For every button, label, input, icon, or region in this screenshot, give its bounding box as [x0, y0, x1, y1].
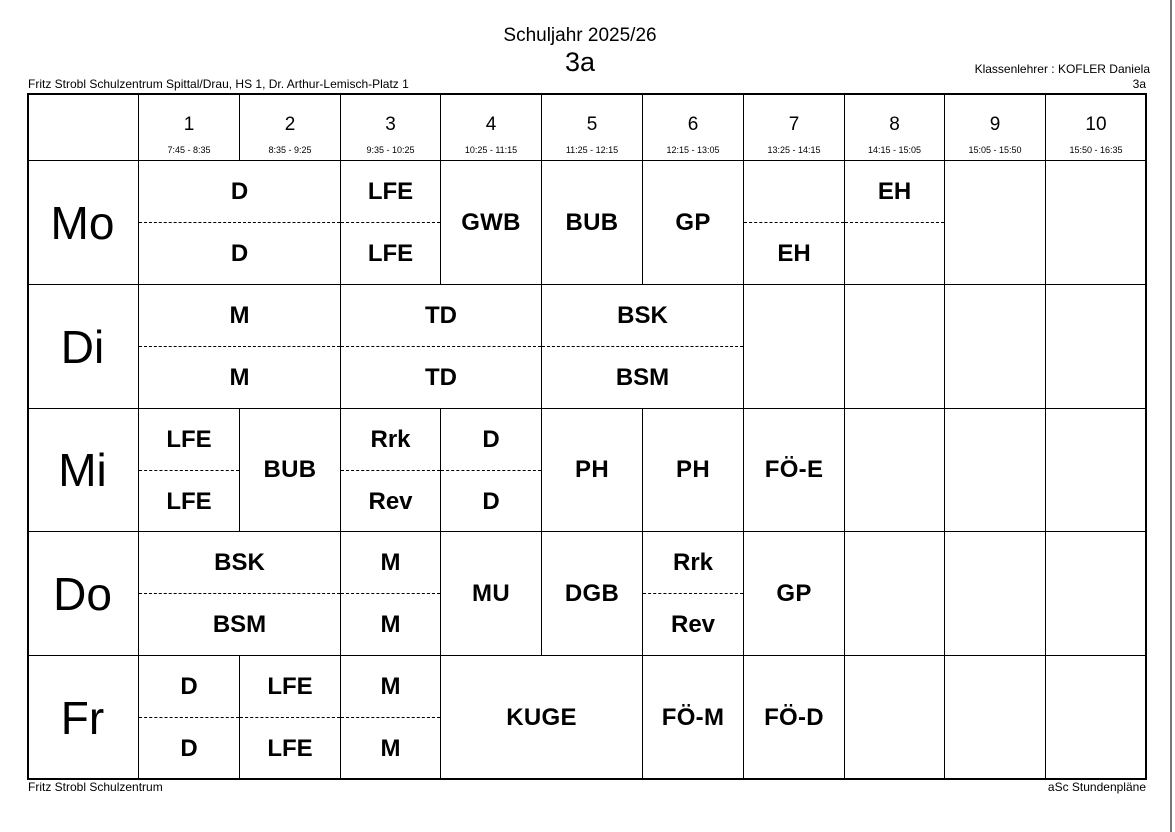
period-header-3	[341, 93, 441, 161]
lesson-cell[interactable]	[240, 656, 341, 780]
empty-slot	[1046, 656, 1147, 780]
lesson-cell[interactable]: DGB	[542, 532, 643, 656]
lesson-group-2[interactable]: Rev	[670, 610, 716, 638]
lesson-group-1[interactable]: M	[139, 285, 340, 347]
lesson-group-2[interactable]: BSM	[212, 610, 267, 638]
lesson-cell[interactable]: PH	[643, 409, 744, 532]
period-number: 10	[1085, 114, 1107, 135]
lesson-cell[interactable]: GP	[643, 161, 744, 285]
lesson-cell[interactable]	[341, 161, 441, 285]
day-label-do: Do	[27, 532, 139, 656]
period-time: 15:50 - 16:35	[1069, 145, 1123, 155]
lesson-group-1[interactable]: Rrk	[643, 532, 743, 594]
empty-slot	[945, 161, 1046, 285]
lesson-group-1[interactable]: LFE	[341, 161, 440, 223]
day-label-di: Di	[27, 285, 139, 409]
lesson-group-2[interactable]: D	[180, 734, 198, 762]
period-time: 7:45 - 8:35	[167, 145, 211, 155]
lesson-group-2[interactable]: M	[380, 734, 401, 762]
lesson-cell[interactable]: GWB	[441, 161, 542, 285]
day-label-mo: Mo	[27, 161, 139, 285]
period-time: 14:15 - 15:05	[867, 145, 922, 155]
lesson-group-2[interactable]: TD	[425, 363, 457, 391]
lesson-group-1[interactable]: D	[139, 656, 239, 718]
empty-slot	[845, 409, 945, 532]
empty-slot	[945, 409, 1046, 532]
period-time: 12:15 - 13:05	[666, 145, 720, 155]
teacher-class-label: 3a	[1132, 77, 1146, 91]
lesson-group-1[interactable]: D	[441, 409, 541, 471]
period-number: 6	[687, 114, 699, 135]
lesson-group-1[interactable]: TD	[341, 285, 541, 347]
period-time: 9:35 - 10:25	[366, 145, 415, 155]
period-time: 10:25 - 11:15	[464, 145, 518, 155]
period-number: 9	[989, 114, 1001, 135]
lesson-cell[interactable]: FÖ-D	[744, 656, 845, 780]
day-label-mi: Mi	[27, 409, 139, 532]
lesson-cell[interactable]: KUGE	[441, 656, 643, 780]
lesson-group-1[interactable]: LFE	[139, 409, 239, 471]
empty-slot	[744, 285, 845, 409]
empty-slot	[845, 656, 945, 780]
lesson-group-1[interactable]: Rrk	[341, 409, 440, 471]
empty-slot	[1046, 285, 1147, 409]
empty-slot	[945, 656, 1046, 780]
lesson-group-2[interactable]	[845, 223, 944, 284]
lesson-group-2[interactable]: M	[380, 610, 401, 638]
lesson-cell[interactable]: BUB	[542, 161, 643, 285]
lesson-cell[interactable]: PH	[542, 409, 643, 532]
corner-cell	[27, 93, 139, 161]
period-header-8	[845, 93, 945, 161]
empty-slot	[945, 532, 1046, 656]
period-time: 11:25 - 12:15	[565, 145, 619, 155]
lesson-cell[interactable]: FÖ-M	[643, 656, 744, 780]
period-number: 3	[385, 114, 396, 135]
lesson-group-2[interactable]: LFE	[367, 239, 414, 267]
lesson-cell[interactable]	[341, 285, 542, 409]
lesson-cell[interactable]	[139, 532, 341, 656]
period-header-5	[542, 93, 643, 161]
lesson-cell[interactable]	[341, 532, 441, 656]
lesson-group-1[interactable]	[744, 161, 844, 223]
lesson-group-1[interactable]: M	[341, 656, 440, 718]
lesson-cell[interactable]	[341, 656, 441, 780]
lesson-group-2[interactable]: D	[230, 239, 249, 267]
lesson-group-2[interactable]: LFE	[267, 734, 313, 762]
empty-slot	[845, 285, 945, 409]
school-year-title: Schuljahr 2025/26	[503, 25, 657, 46]
lesson-group-2[interactable]: BSM	[615, 363, 670, 391]
lesson-group-1[interactable]: LFE	[240, 656, 340, 718]
period-number: 7	[788, 114, 800, 135]
period-number: 8	[889, 114, 900, 135]
empty-slot	[945, 285, 1046, 409]
lesson-group-1[interactable]: EH	[845, 161, 944, 223]
period-time: 13:25 - 14:15	[767, 145, 821, 155]
lesson-cell[interactable]: GP	[744, 532, 845, 656]
period-time: 8:35 - 9:25	[268, 145, 312, 155]
lesson-group-1[interactable]: D	[139, 161, 340, 223]
lesson-group-1[interactable]: M	[341, 532, 440, 594]
period-header-2	[240, 93, 341, 161]
lesson-cell[interactable]: MU	[441, 532, 542, 656]
lesson-cell[interactable]	[341, 409, 441, 532]
school-address: Fritz Strobl Schulzentrum Spittal/Drau, HS 1, Dr. Arthur-Lemisch-Platz 1	[28, 77, 409, 91]
lesson-cell[interactable]: FÖ-E	[744, 409, 845, 532]
period-number: 1	[183, 114, 195, 135]
lesson-group-2[interactable]: EH	[777, 239, 811, 267]
class-title: 3a	[564, 47, 596, 77]
period-number: 5	[586, 114, 598, 135]
lesson-cell[interactable]	[643, 532, 744, 656]
period-number: 2	[284, 114, 296, 135]
period-header-6	[643, 93, 744, 161]
period-header-4	[441, 93, 542, 161]
lesson-group-2[interactable]: M	[229, 363, 250, 391]
lesson-group-1[interactable]: BSK	[139, 532, 340, 594]
lesson-group-2[interactable]: Rev	[368, 487, 413, 515]
lesson-cell[interactable]	[139, 285, 341, 409]
empty-slot	[1046, 161, 1147, 285]
lesson-cell[interactable]	[139, 656, 240, 780]
lesson-cell[interactable]	[744, 161, 845, 285]
empty-slot	[845, 532, 945, 656]
lesson-cell[interactable]	[542, 285, 744, 409]
lesson-cell[interactable]	[845, 161, 945, 285]
lesson-group-2[interactable]: D	[482, 487, 500, 515]
lesson-cell[interactable]	[139, 161, 341, 285]
footer-software: aSc Stundenpläne	[1047, 780, 1146, 794]
lesson-cell[interactable]: BUB	[240, 409, 341, 532]
class-teacher: Klassenlehrer : KOFLER Daniela	[974, 62, 1150, 76]
period-header-1	[139, 93, 240, 161]
period-header-9	[945, 93, 1046, 161]
lesson-cell[interactable]	[139, 409, 240, 532]
empty-slot	[1046, 532, 1147, 656]
lesson-group-2[interactable]: LFE	[166, 487, 212, 515]
empty-slot	[1046, 409, 1147, 532]
lesson-group-1[interactable]: BSK	[542, 285, 743, 347]
period-header-7	[744, 93, 845, 161]
period-header-10	[1046, 93, 1147, 161]
day-label-fr: Fr	[27, 656, 139, 780]
lesson-cell[interactable]	[441, 409, 542, 532]
period-time: 15:05 - 15:50	[968, 145, 1022, 155]
period-number: 4	[485, 114, 497, 135]
footer-school: Fritz Strobl Schulzentrum	[28, 780, 163, 794]
